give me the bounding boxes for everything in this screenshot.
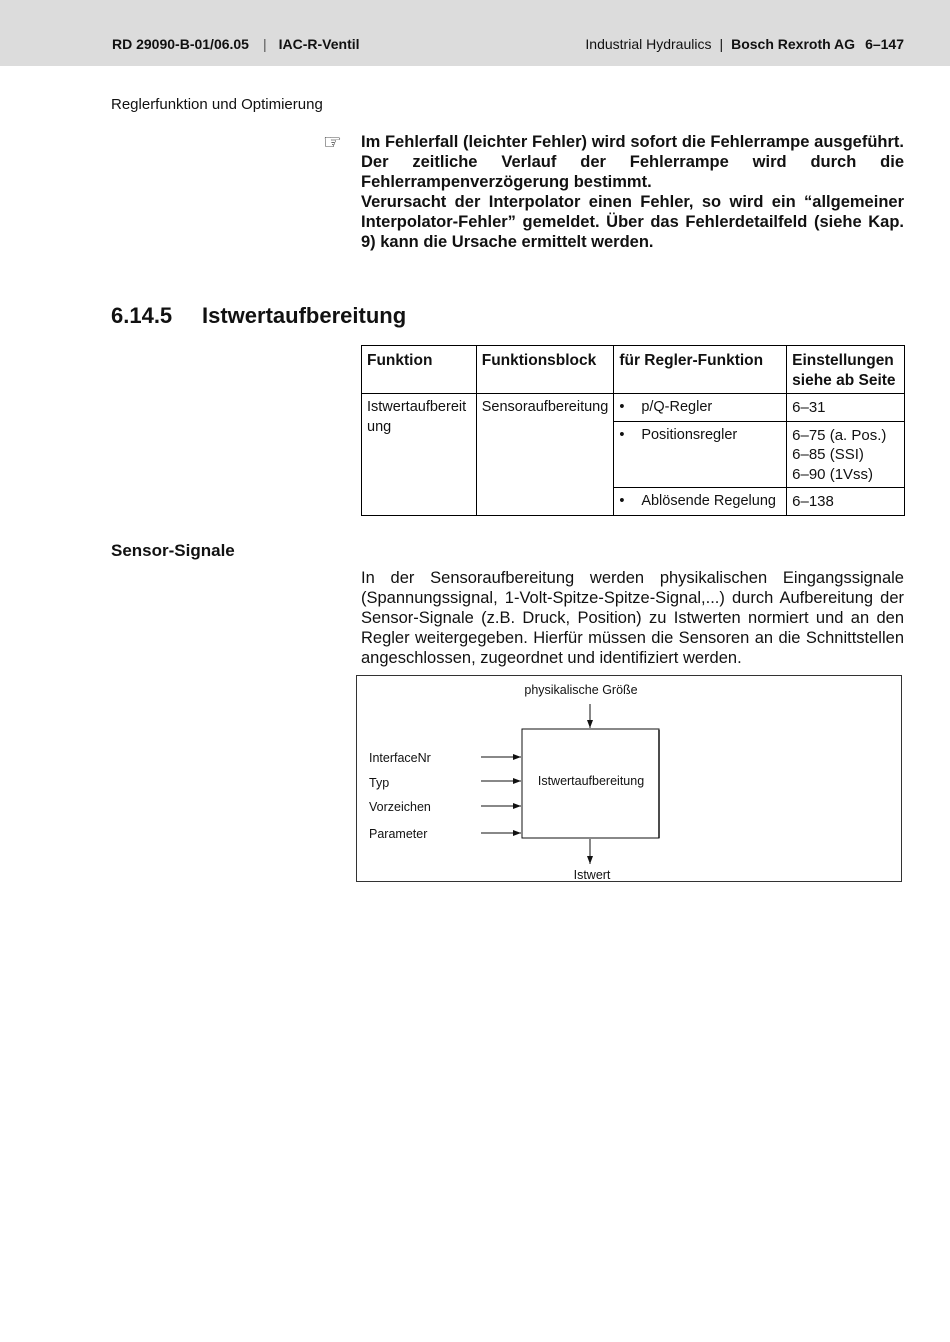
table-cell-regler — [614, 394, 787, 422]
input-label: InterfaceNr — [369, 751, 431, 765]
table-cell-funktionsblock: Sensoraufbereitung — [476, 394, 614, 516]
table-header-cell: Einstellungen siehe ab Seite — [787, 346, 905, 394]
note-paragraph-2: Verursacht der Interpolator einen Fehler, so wird ein “allgemeiner Interpolator-Fehler” gemeldet. Über das Fehlerdetailfeld (siehe Kap. 9) kann die Ursache ermittelt werden. — [361, 193, 904, 251]
table-cell-regler — [614, 488, 787, 516]
regler-label: Positionsregler — [641, 426, 738, 443]
table-cell-seite — [787, 488, 905, 516]
seite-value: 6–85 (SSI) — [792, 446, 864, 463]
page-number: 6–147 — [865, 36, 904, 52]
seite-value: 6–31 — [792, 399, 826, 416]
table-cell-regler — [614, 421, 787, 488]
function-table — [361, 345, 905, 516]
doc-number: RD 29090-B-01/06.05 — [112, 36, 249, 52]
table-row — [362, 394, 905, 422]
bullet-icon: • — [619, 399, 625, 415]
pointing-hand-icon: ☞ — [323, 131, 342, 154]
seite-value: 6–75 (a. Pos.) — [792, 426, 887, 444]
header-left — [112, 36, 360, 52]
page-header — [0, 0, 950, 66]
top-input-label: physikalische Größe — [524, 683, 638, 697]
table-header-cell: Funktion — [362, 346, 477, 394]
header-separator: | — [719, 36, 724, 52]
division-name: Industrial Hydraulics — [585, 36, 712, 52]
chapter-title: Reglerfunktion und Optimierung — [111, 96, 323, 113]
sensor-text: In der Sensoraufbereitung werden physikalischen Eingangssignale (Spannungssignal, 1-Volt-Spitze-Spitze-Signal,...) durch Aufbereitung der Sensor-Signale (z.B. Druck, Position) zu Istwerten normiert und an den Regler weitergegeben. Hierfür müssen die Sensoren an die Schnittstellen angeschlossen, zugeordnet und identifiziert werden. — [361, 569, 904, 667]
table-header-cell: für Regler-Funktion — [614, 346, 787, 394]
table-cell-seite — [787, 421, 905, 488]
table-cell-seite — [787, 394, 905, 422]
regler-label: p/Q-Regler — [641, 399, 713, 415]
bullet-icon: • — [619, 426, 625, 443]
table-cell-funktion: Istwertaufbereitung — [362, 394, 477, 516]
header-separator: | — [262, 36, 267, 52]
diagram-svg — [356, 675, 902, 882]
sensor-heading: Sensor-Signale — [111, 541, 235, 560]
table-header-cell: Funktionsblock — [476, 346, 614, 394]
header-right — [585, 36, 904, 52]
input-label: Parameter — [369, 827, 428, 841]
input-label: Vorzeichen — [369, 800, 431, 814]
seite-value: 6–90 (1Vss) — [792, 465, 874, 483]
section-number: 6.14.5 — [111, 303, 173, 328]
input-label: Typ — [369, 776, 390, 790]
process-block-label: Istwertaufbereitung — [537, 774, 645, 788]
bullet-icon: • — [619, 493, 625, 509]
company-name: Bosch Rexroth AG — [731, 36, 856, 52]
note-block — [361, 132, 904, 252]
regler-label: Ablösende Regelung — [641, 493, 776, 509]
seite-value: 6–138 — [792, 493, 834, 510]
table-header-row — [362, 346, 905, 394]
section-title: Istwertaufbereitung — [202, 303, 407, 328]
product-name: IAC-R-Ventil — [278, 36, 360, 52]
signal-diagram — [356, 675, 902, 882]
output-label: Istwert — [573, 868, 611, 882]
note-paragraph-1: Im Fehlerfall (leichter Fehler) wird sofort die Fehlerrampe ausgeführt. Der zeitliche Verlauf der Fehlerrampe wird durch die Fehlerrampenverzögerung bestimmt. — [361, 133, 904, 191]
